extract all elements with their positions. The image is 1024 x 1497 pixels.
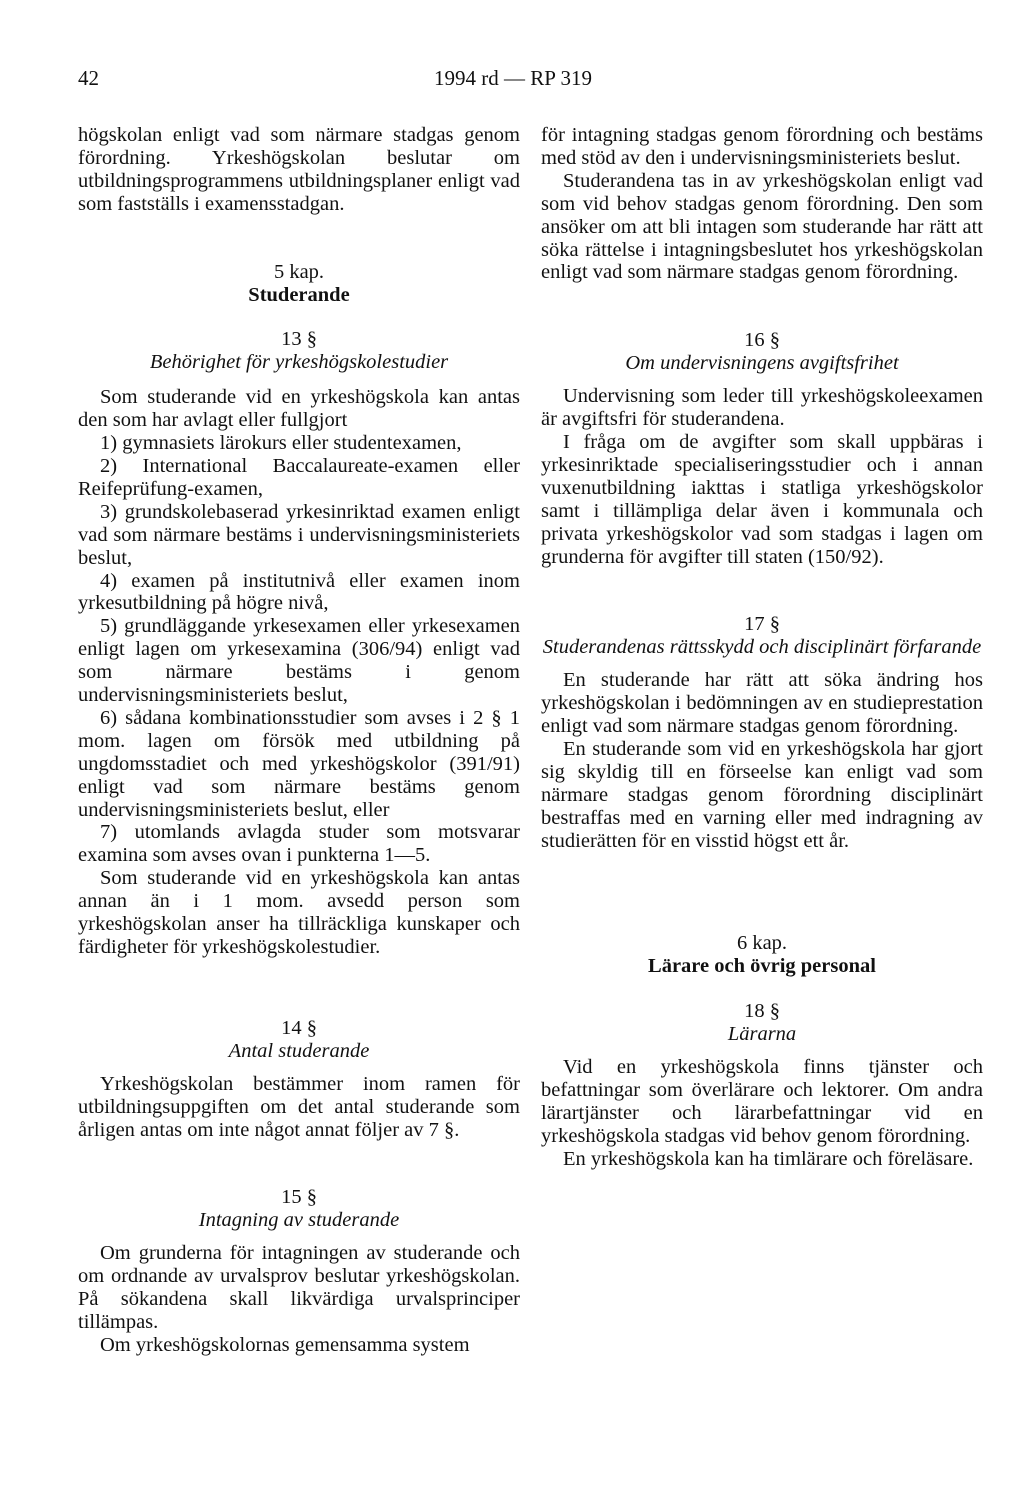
section-number: 13 § <box>281 328 317 351</box>
chapter-title: Lärare och övrig personal <box>648 955 876 978</box>
list-item: 7) utomlands avlagda studer som motsvarar examina som avses ovan i punkterna 1—5. <box>78 821 520 867</box>
right-column <box>541 124 983 1171</box>
paragraph: En studerande som vid en yrkeshögskola har gjort sig skyldig till en förseelse kan enligt vad som närmare stadgas genom förordning disciplinärt bestraffas med en varning eller med indragning av studierätten för en visstid högst ett år. <box>541 737 983 852</box>
paragraph: En studerande har rätt att söka ändring hos yrkeshögskolan i bedömningen av en studieprestation enligt vad som närmare stadgas genom förordning. <box>541 669 983 738</box>
list-item: 1) gymnasiets lärokurs eller studentexamen, <box>100 432 462 455</box>
paragraph: högskolan enligt vad som närmare stadgas genom förordning. Yrkeshögskolan beslutar om utbildningsprogrammens utbildningsplaner enligt vad som fastställs i examensstadgan. <box>78 124 520 215</box>
section-number: 16 § <box>744 329 780 352</box>
paragraph: Undervisning som leder till yrkeshögskoleexamen är avgiftsfri för studerandena. <box>541 385 983 431</box>
paragraph: Som studerande vid en yrkeshögskola kan antas annan än i 1 mom. avsedd person som yrkeshögskolan anser ha tillräckliga kunskaper och färdigheter för yrkeshögskolestudier. <box>78 867 520 958</box>
section-title: Lärarna <box>727 1023 797 1046</box>
chapter-number: 5 kap. <box>273 260 325 283</box>
section-number: 15 § <box>281 1186 317 1209</box>
section-number: 17 § <box>744 613 780 636</box>
section-title: Behörighet för yrkeshögskolestudier <box>149 351 449 374</box>
list-item: 5) grundläggande yrkesexamen eller yrkesexamen enligt lagen om yrkesexamina (306/94) enligt vad som närmare bestäms i genom undervisningsministeriets beslut, <box>78 615 520 707</box>
chapter-title: Studerande <box>248 283 350 306</box>
paragraph: En yrkeshögskola kan ha timlärare och föreläsare. <box>563 1147 974 1170</box>
paragraph: Om grunderna för intagningen av studerande och om ordnande av urvalsprov beslutar yrkeshögskolan. På sökandena skall likvärdiga urvalsprinciper tillämpas. <box>78 1242 520 1333</box>
list-item: 6) sådana kombinationsstudier som avses i 2 § 1 mom. lagen om försök med utbildning på ungdomsstadiet och med yrkeshögskolor (391/91) enligt vad som närmare bestäms genom undervisningsministeriets beslut, eller <box>78 706 520 821</box>
section-title: Om undervisningens avgiftsfrihet <box>625 352 899 375</box>
paragraph: Studerandena tas in av yrkeshögskolan enligt vad som vid behov stadgas genom förordning. Den som ansöker om att bli intagen som studerande har rätt att söka rättelse i intagningsbeslutet hos yrkeshögskolan enligt vad som närmare stadgas genom förordning. <box>541 169 983 284</box>
paragraph: Som studerande vid en yrkeshögskola kan antas den som har avlagt eller fullgjort <box>78 386 520 432</box>
page-number: 42 <box>78 66 99 90</box>
section-title: Antal studerande <box>228 1039 370 1062</box>
list-item: 2) International Baccalaureate-examen eller Reifeprüfung-examen, <box>78 454 520 500</box>
section-number: 14 § <box>281 1016 317 1039</box>
list-item: 4) examen på institutnivå eller examen inom yrkesutbildning på högre nivå, <box>78 569 520 615</box>
paragraph: Yrkeshögskolan bestämmer inom ramen för utbildningsuppgiften om det antal studerande som årligen antas om inte något annat följer av 7 §. <box>78 1072 520 1141</box>
paragraph: Vid en yrkeshögskola finns tjänster och befattningar som överlärare och lektorer. Om andra lärartjänster och lärarbefattningar vid en yrkeshögskola stadgas vid behov genom förordning. <box>541 1056 983 1147</box>
left-column <box>78 124 520 1357</box>
paragraph: I fråga om de avgifter som skall uppbäras i yrkesinriktade specialiseringsstudier och i annan vuxenutbildning iakttas i statliga yrkeshögskolor samt i tillämpliga delar även i kommunala och privata yrkeshögskolor vad som stadgas i lagen om grunderna för avgifter till staten (150/92). <box>541 430 983 568</box>
running-title: 1994 rd — RP 319 <box>434 66 592 90</box>
list-item: 3) grundskolebaserad yrkesinriktad examen enligt vad som närmare bestäms i undervisningsministeriets beslut, <box>78 500 520 569</box>
section-title: Intagning av studerande <box>198 1209 400 1232</box>
page-header <box>78 66 948 96</box>
section-number: 18 § <box>744 1000 780 1023</box>
chapter-number: 6 kap. <box>736 932 788 955</box>
paragraph: för intagning stadgas genom förordning och bestäms med stöd av den i undervisningsministeriets beslut. <box>541 124 983 169</box>
section-title: Studerandenas rättsskydd och disciplinärt förfarande <box>542 636 982 659</box>
paragraph: Om yrkeshögskolornas gemensamma system <box>100 1333 470 1356</box>
